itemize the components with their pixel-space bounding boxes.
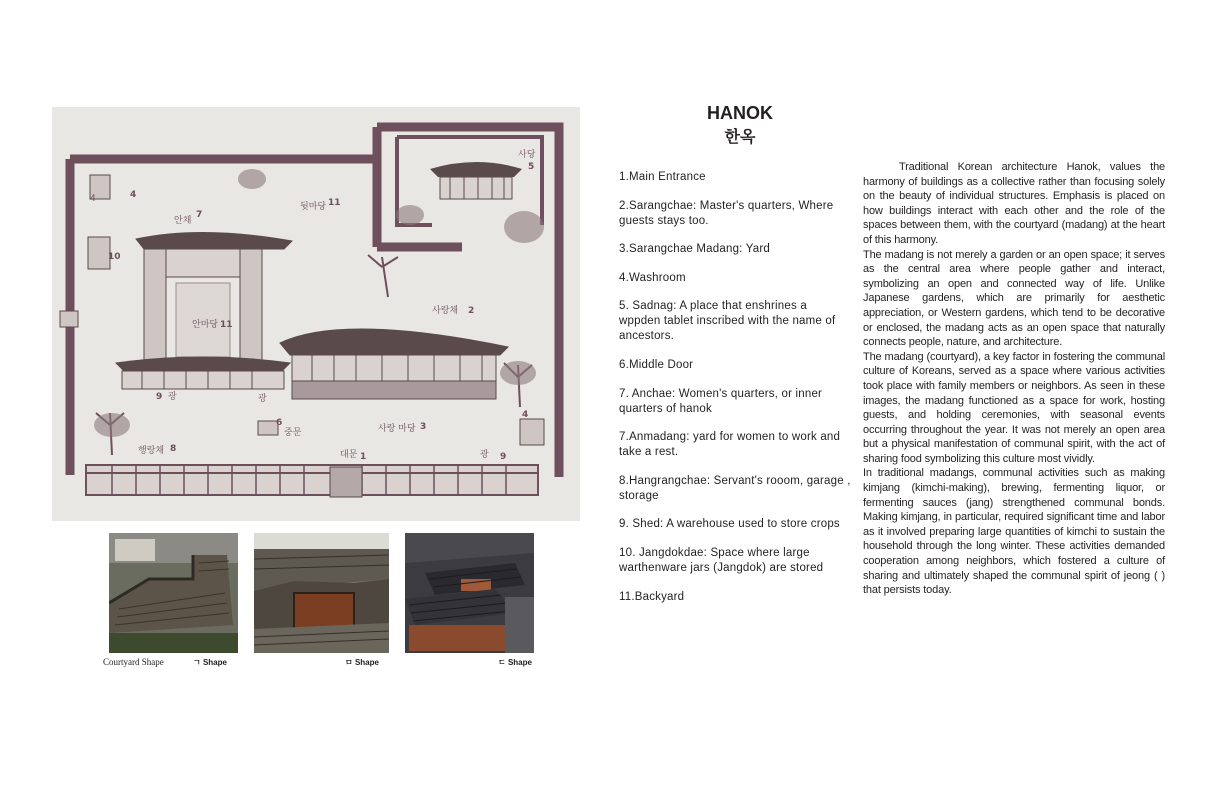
- svg-text:4: [522, 410, 528, 420]
- svg-text:사랑 마당: [378, 422, 416, 434]
- svg-text:7: [196, 210, 202, 220]
- caption-courtyard-shape: Courtyard Shape: [103, 657, 164, 667]
- svg-text:광: [480, 448, 489, 460]
- legend-item: 2.Sarangchae: Master's quarters, Where guests stays too.: [619, 199, 834, 227]
- label-n9-left: 9: [156, 392, 163, 402]
- svg-text:안마당: [192, 318, 218, 330]
- label-n11-center: 11: [220, 320, 233, 330]
- hanok-site-plan: [52, 107, 580, 521]
- legend-item: 5. Sadnag: A place that enshrines a wppden tablet inscribed with the name of ancestors.: [619, 300, 836, 343]
- page-title: HANOK: [707, 103, 773, 123]
- legend-list: [619, 170, 851, 618]
- label-anchae: 안채: [174, 216, 192, 226]
- svg-text:3: [420, 422, 426, 432]
- photo-giyeok-shape: [109, 533, 238, 653]
- label-shed-center: 광: [258, 394, 267, 404]
- svg-text:1: [360, 452, 366, 462]
- label-main-gate: 대문: [340, 450, 358, 460]
- photo-digeut-shape: [405, 533, 534, 653]
- svg-text:안채: [174, 214, 191, 226]
- legend-item: 4.Washroom: [619, 271, 686, 284]
- label-n5: 5: [528, 162, 535, 172]
- svg-text:8: [170, 444, 176, 454]
- svg-text:6: [276, 418, 282, 428]
- svg-text:11: [328, 198, 341, 208]
- caption-giyeok-shape: ㄱ Shape: [193, 658, 227, 667]
- legend-item: 3.Sarangchae Madang: Yard: [619, 243, 770, 256]
- label-haengrang: 행랑채: [138, 446, 165, 456]
- legend-item: 8.Hangrangchae: Servant's rooom, garage , storage: [619, 474, 851, 502]
- svg-text:대문: [340, 448, 358, 460]
- svg-text:11: [220, 320, 233, 330]
- label-n4-right: 4: [522, 410, 529, 420]
- front-fence: [86, 465, 538, 497]
- svg-text:9: [500, 452, 506, 462]
- label-shrine: 사당: [518, 150, 536, 160]
- legend-item: 7. Anchae: Women's quarters, or inner quarters of hanok: [619, 387, 823, 415]
- legend-item: 10. Jangdokdae: Space where large warthenware jars (Jangdok) are stored: [619, 546, 824, 574]
- svg-text:광: [258, 392, 267, 404]
- label-n10: 10: [108, 252, 121, 262]
- svg-text:10: [108, 252, 121, 262]
- essay-paragraph: In traditional madangs, communal activities such as making kimjang (kimchi-making), brewing, fermenting liquor, or fermenting sauces (jang) strengthened communal bonds. Making kimjang, in particular, required significant time and labor as it involved preparing large quantities of kimchi to sustain the household through the long winter. These activities demanded cooperation among neighbors, which fostered a culture of sharing and ultimately shaped the communal spirit of jeong ( ) that persists today.: [863, 467, 1165, 597]
- legend-item: 6.Middle Door: [619, 358, 694, 371]
- page-subtitle: 한옥: [724, 129, 756, 146]
- legend-item: 11.Backyard: [619, 590, 685, 603]
- essay-paragraph: The madang (courtyard), a key factor in fostering the communal culture of Koreans, served as a space where various activities took place with family members or neighbors. As seen in these images, the madang functioned as a space for work, hosting guests, and holding ceremonies, with seasonal events occurring throughout the year. It was not merely an open area but a physical manifestation of communal spirit, with the act of sharing food symbolizing this culture most vividly.: [863, 350, 1165, 465]
- label-sarangchae: 사랑채: [432, 306, 459, 316]
- label-n2: 2: [468, 306, 475, 316]
- legend-item: 7.Anmadang: yard for women to work and take a rest.: [619, 431, 841, 459]
- label-n6: 6: [276, 418, 283, 428]
- svg-text:광: [168, 390, 177, 402]
- shrine-building: [430, 162, 522, 199]
- label-n1: 1: [360, 452, 367, 462]
- label-n7: 7: [196, 210, 203, 220]
- label-backyard: 뒷마당: [300, 202, 327, 212]
- svg-text:4: [130, 190, 136, 200]
- essay-paragraph: Traditional Korean architecture Hanok, values the harmony of buildings as a collective rather than focusing solely on the beauty of individual structures. Emphasis is placed on how buildings interact with each other and the role of the spaces between them, with the courtyard (madang) at the heart of this harmony.: [863, 161, 1165, 246]
- svg-text:9: [156, 392, 162, 402]
- label-n11-top: 11: [328, 198, 341, 208]
- svg-text:사당: [518, 148, 536, 160]
- svg-text:행랑채: [138, 444, 164, 456]
- label-n8: 8: [170, 444, 177, 454]
- svg-text:사랑채: [432, 304, 458, 316]
- legend-item: 9. Shed: A warehouse used to store crops: [619, 518, 840, 531]
- label-middle-door: 중문: [284, 428, 302, 438]
- label-washroom-left: 4: [90, 194, 96, 204]
- legend-item: 1.Main Entrance: [619, 171, 706, 183]
- label-shed-left: 광: [168, 392, 177, 402]
- svg-text:2: [468, 306, 474, 316]
- label-anmadang: 안마당: [192, 320, 219, 330]
- svg-text:4: [90, 194, 96, 204]
- label-sarang-madang: 사랑 마당: [378, 424, 416, 434]
- label-n9-right: 9: [500, 452, 507, 462]
- photo-mieum-shape: [254, 533, 389, 653]
- label-shed-right: 광: [480, 450, 489, 460]
- svg-text:중문: [284, 427, 302, 438]
- svg-text:5: [528, 162, 534, 172]
- svg-text:뒷마당: [300, 200, 326, 212]
- essay-paragraph: The madang is not merely a garden or an open space; it serves as the central area where people gather and interact, symbolizing an open and connected way of life. Unlike Japanese gardens, which are primarily for aesthetic appreciation, or Western gardens, which tend to be decorative or enclosed, the madang acts as an open space that naturally connects people, nature, and architecture.: [863, 248, 1165, 349]
- label-n4-left: 4: [130, 190, 137, 200]
- caption-mieum-shape: ㅁ Shape: [345, 658, 379, 667]
- caption-digeut-shape: ㄷ Shape: [498, 658, 532, 667]
- essay-text: [863, 160, 1165, 598]
- label-n3: 3: [420, 422, 427, 432]
